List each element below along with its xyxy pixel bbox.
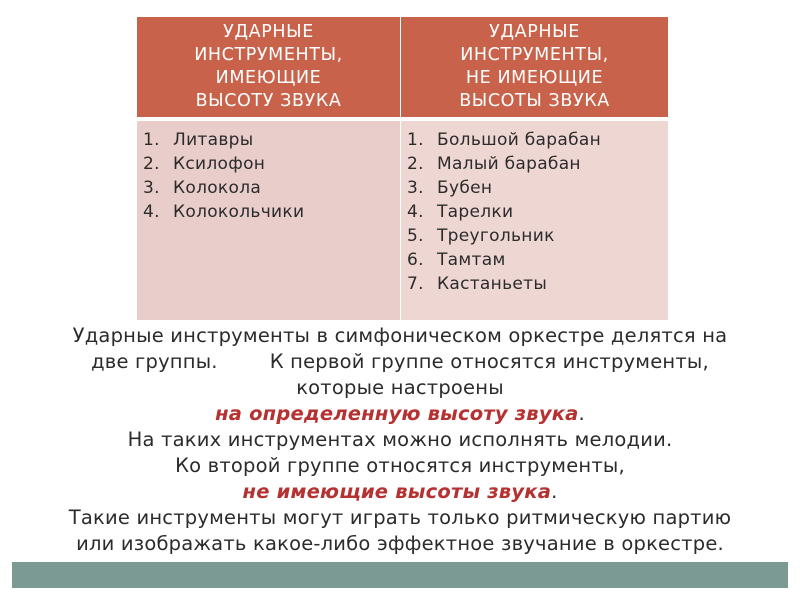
header-pitched-line: ИНСТРУМЕНТЫ, [194, 45, 343, 65]
text-line [20, 479, 780, 505]
list-item [407, 152, 668, 176]
text-line-8: Такие инструменты могут играть только ритмическую партию [68, 506, 732, 529]
list-item-number: 3. [407, 178, 424, 198]
description-text [20, 323, 780, 557]
header-pitched-line: ИМЕЮЩИЕ [215, 68, 322, 88]
text-line [20, 427, 780, 453]
list-item [407, 176, 668, 200]
list-item [143, 128, 400, 152]
table-body-row [137, 119, 669, 320]
instruments-table [136, 17, 669, 320]
list-item [407, 200, 668, 224]
text-line [20, 453, 780, 479]
footer-bar [12, 562, 788, 588]
list-item-number: 2. [143, 154, 160, 174]
list-item-number: 4. [143, 202, 160, 222]
list-item [143, 152, 400, 176]
list-item [407, 272, 668, 296]
header-pitched [137, 17, 401, 119]
text-line-2b: К первой группе относятся инструменты, [269, 350, 709, 373]
text-line-2a: две группы. [91, 350, 218, 373]
text-line [20, 349, 780, 375]
list-item [407, 224, 668, 248]
emphasis-unpitched: не имеющие высоты звука [242, 480, 552, 503]
list-item-number: 4. [407, 202, 424, 222]
list-item-name: Треугольник [437, 226, 555, 246]
text-line-3: которые настроены [296, 376, 504, 399]
text-line [20, 375, 780, 401]
text-line-5: На таких инструментах можно исполнять мелодии. [127, 428, 673, 451]
list-item-name: Колокола [173, 178, 262, 198]
list-item-name: Колокольчики [173, 202, 305, 222]
list-item-name: Малый барабан [437, 154, 581, 174]
unpitched-instruments-list [401, 121, 668, 296]
list-item [407, 128, 668, 152]
list-item [407, 248, 668, 272]
header-unpitched-line: ИНСТРУМЕНТЫ, [460, 45, 609, 65]
list-item-number: 6. [407, 250, 424, 270]
list-item-number: 5. [407, 226, 424, 246]
header-pitched-line: ВЫСОТУ ЗВУКА [195, 91, 342, 111]
unpitched-list-cell [401, 119, 669, 320]
list-item-name: Большой барабан [437, 130, 601, 150]
table-header-row [137, 17, 669, 119]
list-item [143, 176, 400, 200]
list-item-number: 7. [407, 274, 424, 294]
text-line-1: Ударные инструменты в симфоническом оркестре делятся на [72, 324, 728, 347]
list-item-name: Ксилофон [173, 154, 266, 174]
text-line [20, 505, 780, 531]
header-unpitched [401, 17, 669, 119]
emphasis-pitched: на определенную высоту звука [215, 402, 579, 425]
text-line [20, 323, 780, 349]
list-item-name: Бубен [437, 178, 493, 198]
text-line-6: Ко второй группе относятся инструменты, [175, 454, 625, 477]
list-item-number: 3. [143, 178, 160, 198]
list-item-number: 1. [143, 130, 160, 150]
list-item-name: Литавры [173, 130, 254, 150]
header-unpitched-line: УДАРНЫЕ [489, 22, 580, 42]
list-item-number: 1. [407, 130, 424, 150]
text-line-7-tail: . [551, 480, 558, 503]
header-unpitched-line: НЕ ИМЕЮЩИЕ [465, 68, 604, 88]
list-item [143, 200, 400, 224]
text-line [20, 531, 780, 557]
pitched-instruments-list [137, 121, 400, 224]
list-item-name: Тарелки [437, 202, 514, 222]
text-line [20, 401, 780, 427]
text-line-4-tail: . [578, 402, 585, 425]
text-line-9: или изображать какое-либо эффектное звучание в оркестре. [76, 532, 724, 555]
list-item-name: Кастаньеты [437, 274, 548, 294]
pitched-list-cell [137, 119, 401, 320]
header-pitched-line: УДАРНЫЕ [223, 22, 314, 42]
list-item-name: Тамтам [437, 250, 506, 270]
list-item-number: 2. [407, 154, 424, 174]
header-unpitched-line: ВЫСОТЫ ЗВУКА [459, 91, 610, 111]
